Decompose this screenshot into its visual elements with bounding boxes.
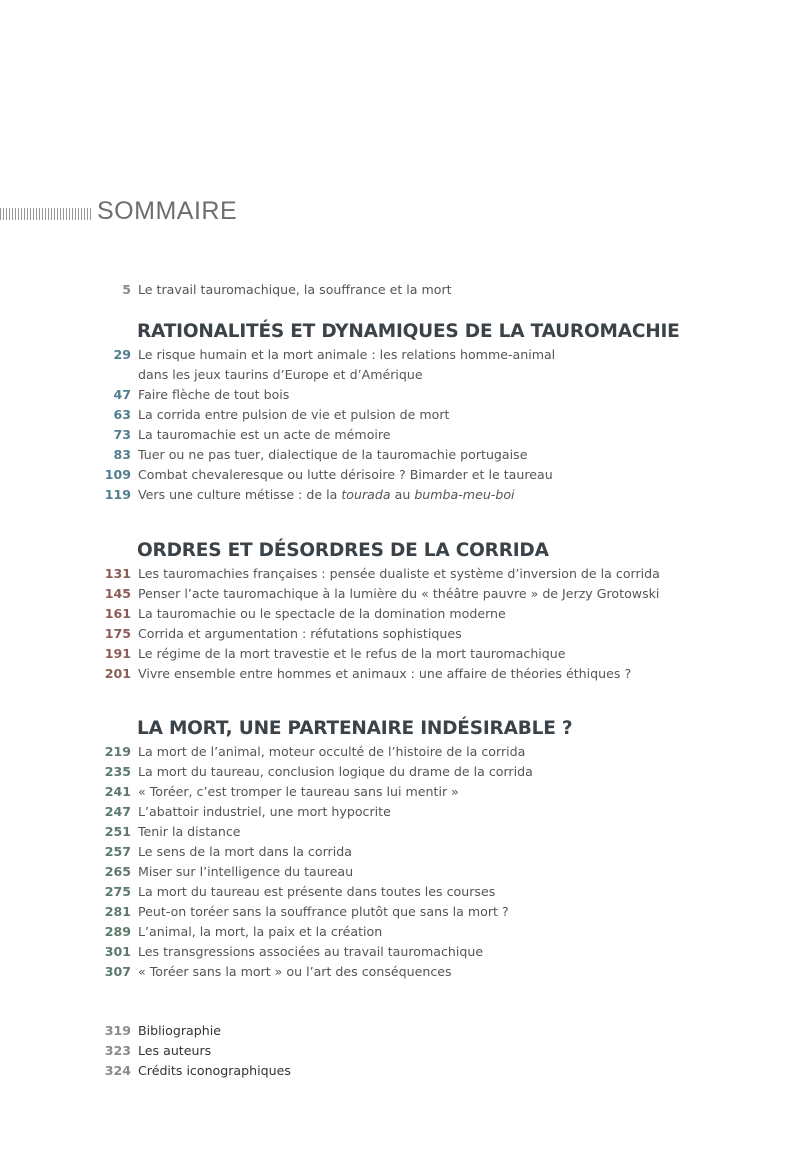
toc-entry[interactable] (0, 802, 800, 822)
toc-entry[interactable] (0, 425, 800, 445)
page-number: 145 (104, 586, 131, 601)
page-number: 301 (104, 944, 131, 959)
toc-entry[interactable] (0, 942, 800, 962)
section-2 (0, 538, 800, 684)
entry-title-italic: bumba-meu-boi (414, 487, 515, 502)
entry-title: Vivre ensemble entre hommes et animaux : une affaire de théories éthiques ? (138, 666, 632, 681)
entry-title: Tenir la distance (138, 824, 241, 839)
back-matter (0, 1021, 800, 1081)
toc-entry[interactable] (0, 1021, 800, 1041)
toc-entry[interactable] (0, 962, 800, 982)
page-number: 251 (104, 824, 131, 839)
entry-title-part: au (390, 487, 415, 502)
page-number: 83 (113, 447, 131, 462)
intro-entry (0, 280, 800, 300)
entry-title: Le travail tauromachique, la souffrance et la mort (138, 282, 452, 297)
page-number: 5 (122, 282, 131, 297)
toc-entry[interactable] (0, 345, 800, 365)
toc-entry[interactable] (0, 842, 800, 862)
entry-title: La tauromachie est un acte de mémoire (138, 427, 391, 442)
page-number: 319 (104, 1023, 131, 1038)
entry-title: « Toréer sans la mort » ou l’art des conséquences (138, 964, 452, 979)
toc-entry[interactable] (0, 280, 800, 300)
page-number: 63 (113, 407, 131, 422)
entry-title: Le régime de la mort travestie et le refus de la mort tauromachique (138, 646, 566, 661)
page-number: 73 (113, 427, 131, 442)
page-number: 275 (104, 884, 131, 899)
entry-title: « Toréer, c’est tromper le taureau sans lui mentir » (138, 784, 459, 799)
entry-title: Combat chevaleresque ou lutte dérisoire ? Bimarder et le taureau (138, 467, 553, 482)
page-number: 241 (104, 784, 131, 799)
toc-entry-continuation (0, 365, 800, 385)
entry-title: Le risque humain et la mort animale : les relations homme-animal (138, 347, 556, 362)
toc-entry[interactable] (0, 465, 800, 485)
entry-title: Les tauromachies françaises : pensée dualiste et système d’inversion de la corrida (138, 566, 660, 581)
section-3 (0, 716, 800, 982)
toc-entry[interactable] (0, 1041, 800, 1061)
page-number: 131 (104, 566, 131, 581)
entry-title: La mort du taureau, conclusion logique du drame de la corrida (138, 764, 533, 779)
toc-entry[interactable] (0, 664, 800, 684)
page-number: 289 (104, 924, 131, 939)
toc-entry[interactable] (0, 882, 800, 902)
entry-title (138, 485, 515, 505)
section-heading: ORDRES ET DÉSORDRES DE LA CORRIDA (137, 540, 549, 561)
entry-title: L’animal, la mort, la paix et la création (138, 924, 383, 939)
page-number: 109 (104, 467, 131, 482)
page-number: 175 (104, 626, 131, 641)
toc-entry[interactable] (0, 762, 800, 782)
entry-title-italic: tourada (341, 487, 391, 502)
page-number: 161 (104, 606, 131, 621)
entry-title: La mort de l’animal, moteur occulté de l’histoire de la corrida (138, 744, 526, 759)
page-number: 29 (113, 347, 131, 362)
toc-entry[interactable] (0, 624, 800, 644)
entry-title: Les transgressions associées au travail tauromachique (138, 944, 484, 959)
toc-entry[interactable] (0, 862, 800, 882)
entry-title: Bibliographie (138, 1023, 221, 1038)
entry-title: Penser l’acte tauromachique à la lumière du « théâtre pauvre » de Jerzy Grotowski (138, 586, 660, 601)
toc-entry[interactable] (0, 405, 800, 425)
page-number: 324 (104, 1063, 131, 1078)
toc-entry[interactable] (0, 922, 800, 942)
page-number: 201 (104, 666, 131, 681)
decorative-tick-rule (0, 208, 92, 220)
toc-entry[interactable] (0, 485, 800, 505)
toc-entry[interactable] (0, 385, 800, 405)
entry-title: La tauromachie ou le spectacle de la domination moderne (138, 606, 506, 621)
toc-entry[interactable] (0, 782, 800, 802)
page-number: 247 (104, 804, 131, 819)
entry-title: Crédits iconographiques (138, 1063, 291, 1078)
entry-title: Faire flèche de tout bois (138, 387, 290, 402)
entry-title: Le sens de la mort dans la corrida (138, 844, 352, 859)
entry-title: La mort du taureau est présente dans toutes les courses (138, 884, 496, 899)
entry-title-part: Vers une culture métisse : de la (138, 487, 342, 502)
section-1 (0, 319, 800, 505)
section-heading: LA MORT, UNE PARTENAIRE INDÉSIRABLE ? (137, 718, 573, 739)
toc-entry[interactable] (0, 644, 800, 664)
entry-title: dans les jeux taurins d’Europe et d’Amérique (138, 367, 423, 382)
entry-title: L’abattoir industriel, une mort hypocrite (138, 804, 391, 819)
page-number: 323 (104, 1043, 131, 1058)
toc-entry[interactable] (0, 604, 800, 624)
toc-entry[interactable] (0, 445, 800, 465)
toc-title (0, 196, 237, 226)
page-number: 47 (113, 387, 131, 402)
toc-entry[interactable] (0, 1061, 800, 1081)
entry-title: La corrida entre pulsion de vie et pulsion de mort (138, 407, 450, 422)
section-heading: RATIONALITÉS ET DYNAMIQUES DE LA TAUROMACHIE (137, 321, 680, 342)
entry-title: Peut-on toréer sans la souffrance plutôt que sans la mort ? (138, 904, 509, 919)
page-number: 307 (104, 964, 131, 979)
entry-title: Corrida et argumentation : réfutations sophistiques (138, 626, 462, 641)
page-number: 265 (104, 864, 131, 879)
entry-title: Les auteurs (138, 1043, 212, 1058)
toc-entry[interactable] (0, 742, 800, 762)
page-number: 191 (104, 646, 131, 661)
page-number: 235 (104, 764, 131, 779)
toc-entry[interactable] (0, 822, 800, 842)
toc-entry[interactable] (0, 564, 800, 584)
toc-entry[interactable] (0, 902, 800, 922)
toc-entry[interactable] (0, 584, 800, 604)
page-title: SOMMAIRE (97, 196, 238, 225)
page-number: 119 (104, 487, 131, 502)
entry-title: Miser sur l’intelligence du taureau (138, 864, 354, 879)
page-number: 219 (104, 744, 131, 759)
page-number: 257 (104, 844, 131, 859)
entry-title: Tuer ou ne pas tuer, dialectique de la tauromachie portugaise (138, 447, 528, 462)
page-number: 281 (104, 904, 131, 919)
